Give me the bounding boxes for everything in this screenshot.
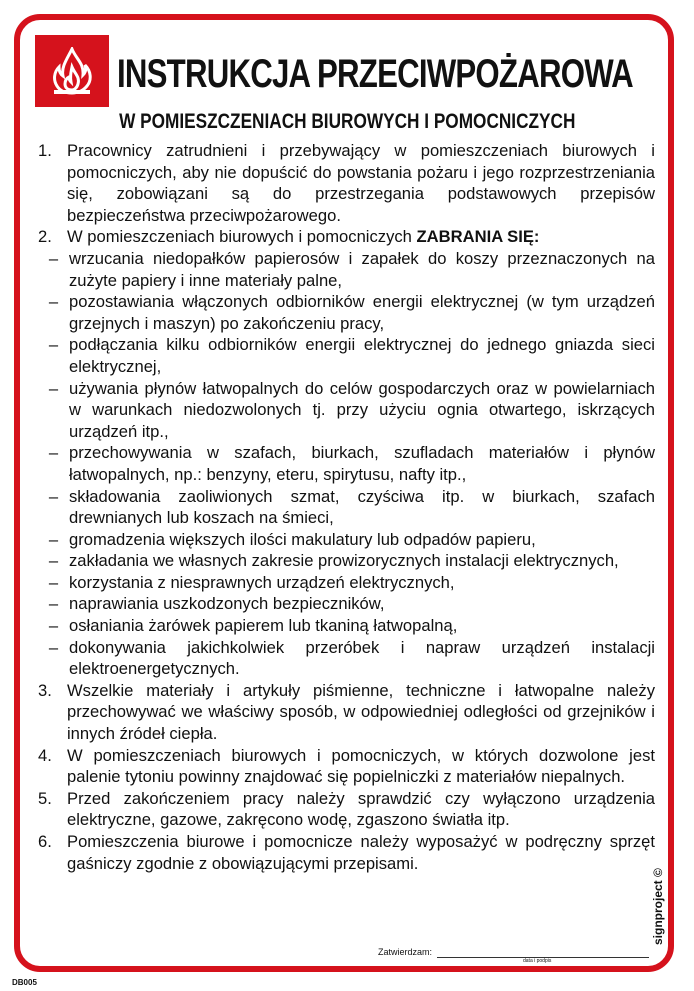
page-subtitle — [0, 110, 694, 134]
prohibition-item — [38, 486, 655, 529]
prohibition-item — [38, 378, 655, 443]
dash-bullet: – — [48, 248, 59, 268]
prohibition-item — [38, 291, 655, 334]
prohibition-item — [38, 529, 655, 551]
dash-bullet: – — [48, 572, 59, 592]
approval-label: Zatwierdzam: — [378, 947, 433, 957]
prohibition-text: używania płynów łatwopalnych do celów gospodarczych oraz w powielarniach w warunkach niedozwolonych tj. przy użyciu ognia otwartego, iskrzących urządzeń itp., — [69, 378, 655, 441]
prohibited-heading: ZABRANIA SIĘ: — [416, 227, 540, 247]
approval-sublabel: data i podpis — [523, 958, 552, 964]
page-title: INSTRUKCJA PRZECIWPOŻAROWA — [117, 52, 633, 96]
prohibition-text: gromadzenia większych ilości makulatury lub odpadów papieru, — [69, 529, 536, 549]
dash-bullet: – — [48, 529, 59, 549]
dash-bullet: – — [48, 443, 59, 463]
instruction-list — [38, 140, 655, 874]
item-number: 6. — [38, 832, 52, 851]
brand-mark: signproject © — [651, 868, 665, 945]
prohibition-item — [38, 593, 655, 615]
dash-bullet: – — [48, 378, 59, 398]
prohibition-text: osłaniania żarówek papierem lub tkaniną łatwopalną, — [69, 616, 458, 636]
prohibition-item — [38, 550, 655, 572]
item-text: Pracownicy zatrudnieni i przebywający w pomieszczeniach biurowych i pomocniczych, aby nie dopuścić do powstania pożaru i jego rozprzestrzeniania się, zobowiązani są do przestrzegania podstawowych przepisów bezpieczeństwa przeciwpożarowego. — [67, 141, 655, 225]
fire-icon — [50, 47, 94, 95]
prohibition-text: wrzucania niedopałków papierosów i zapałek do koszy przeznaczonych na zużyte papiery i inne materiały palne, — [69, 248, 655, 290]
item-number: 1. — [38, 141, 52, 160]
list-item — [38, 831, 655, 874]
dash-bullet: – — [48, 551, 59, 571]
list-item — [38, 745, 655, 788]
list-item — [38, 140, 655, 226]
list-item — [38, 226, 655, 248]
item-text-lead: W pomieszczeniach biurowych i pomocniczych — [67, 227, 417, 247]
dash-bullet: – — [48, 616, 59, 636]
dash-bullet: – — [48, 486, 59, 506]
prohibition-text: składowania zaoliwionych szmat, czyściwa itp. w biurkach, szafach drewnianych lub koszach na śmieci, — [69, 486, 655, 528]
item-text: Wszelkie materiały i artykuły piśmienne, techniczne i łatwopalne należy przechowywać we właściwy sposób, w odpowiedniej odległości od grzejników i innych źródeł ciepła. — [67, 680, 655, 744]
prohibition-text: zakładania we własnych zakresie prowizorycznych instalacji elektrycznych, — [69, 551, 619, 571]
item-number: 4. — [38, 745, 52, 765]
prohibition-text: dokonywania jakichkolwiek przeróbek i napraw urządzeń instalacji elektroenergetycznych. — [69, 637, 655, 679]
prohibition-text: naprawiania uszkodzonych bezpieczników, — [69, 594, 385, 614]
prohibition-item — [38, 572, 655, 594]
item-number: 5. — [38, 788, 52, 808]
item-text — [67, 226, 655, 248]
prohibition-text: przechowywania w szafach, biurkach, szufladach materiałów i płynów łatwopalnych, np.: benzyny, eteru, spirytusu, nafty itp., — [69, 443, 655, 484]
list-item — [38, 680, 655, 745]
item-text: W pomieszczeniach biurowych i pomocniczych, w których dozwolone jest palenie tytoniu powinny znajdować się popielniczki z materiałów niepalnych. — [67, 745, 655, 787]
dash-bullet: – — [48, 335, 59, 355]
fire-symbol-box — [35, 35, 109, 107]
dash-bullet: – — [48, 594, 59, 614]
dash-bullet: – — [48, 292, 59, 312]
prohibition-item — [38, 442, 655, 485]
prohibition-list — [38, 248, 655, 680]
prohibition-item — [38, 615, 655, 637]
prohibition-text: korzystania z niesprawnych urządzeń elektrycznych, — [69, 572, 455, 592]
item-text: Przed zakończeniem pracy należy sprawdzić czy wyłączono urządzenia elektryczne, gazowe, zakręcono wodę, zgaszono światła itp. — [67, 788, 655, 830]
prohibition-item — [38, 334, 655, 377]
prohibition-item — [38, 637, 655, 680]
list-item — [38, 788, 655, 831]
prohibition-text: pozostawiania włączonych odbiorników energii elektrycznej (w tym urządzeń grzejnych i maszyn) po zakończeniu pracy, — [69, 292, 655, 333]
product-code: DB005 — [12, 978, 37, 987]
item-text: Pomieszczenia biurowe i pomocnicze należy wyposażyć w podręczny sprzęt gaśniczy zgodnie z obowiązującymi przepisami. — [67, 832, 655, 873]
prohibition-item — [38, 248, 655, 291]
dash-bullet: – — [48, 637, 59, 657]
item-number: 2. — [38, 227, 52, 247]
prohibition-text: podłączania kilku odbiorników energii elektrycznej do jednego gniazda sieci elektrycznej, — [69, 335, 655, 376]
item-number: 3. — [38, 680, 52, 700]
subtitle-text: W POMIESZCZENIACH BIUROWYCH I POMOCNICZYCH — [118, 110, 576, 133]
